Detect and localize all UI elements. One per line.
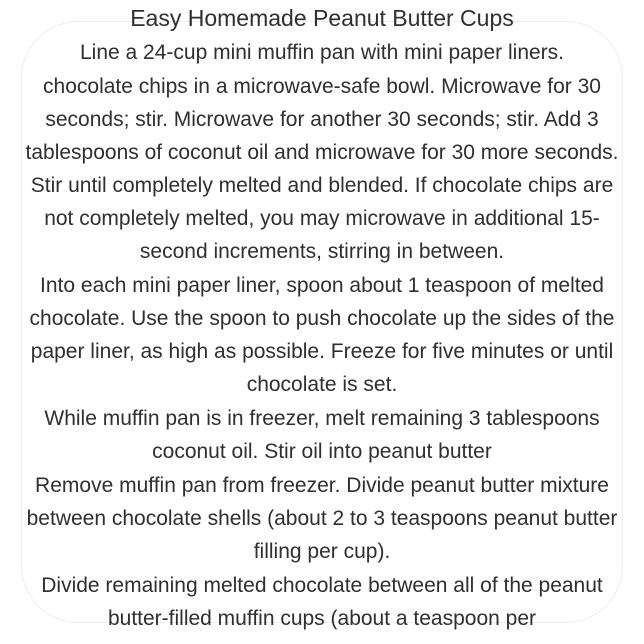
recipe-step-4: While muffin pan is in freezer, melt remaining 3 tablespoons coconut oil. Stir oil into peanut butter xyxy=(44,407,600,463)
recipe-step-5: Remove muffin pan from freezer. Divide peanut butter mixture between chocolate shells (about 2 to 3 teaspoons peanut butter filling per cup). xyxy=(26,474,618,563)
recipe-step-1: Line a 24-cup mini muffin pan with mini paper liners. xyxy=(79,41,565,64)
recipe-step-3: Into each mini paper liner, spoon about 1 teaspoon of melted chocolate. Use the spoon to push chocolate up the sides of the paper liner, as high as possible. Freeze for five minutes or until chocolate is set. xyxy=(29,274,615,396)
recipe-title: Easy Homemade Peanut Butter Cups xyxy=(130,5,514,31)
recipe-step-6: Divide remaining melted chocolate between all of the peanut butter-filled muffin cups (about a teaspoon per xyxy=(41,574,603,630)
recipe-step-2: chocolate chips in a microwave-safe bowl. Microwave for 30 seconds; stir. Microwave for another 30 seconds; stir. Add 3 tablespoons of coconut oil and microwave for 30 more seconds. Stir until completely melted and blended. If chocolate chips are not completely melted, you may microwave in additional 15-second increments, stirring in between. xyxy=(25,75,619,263)
